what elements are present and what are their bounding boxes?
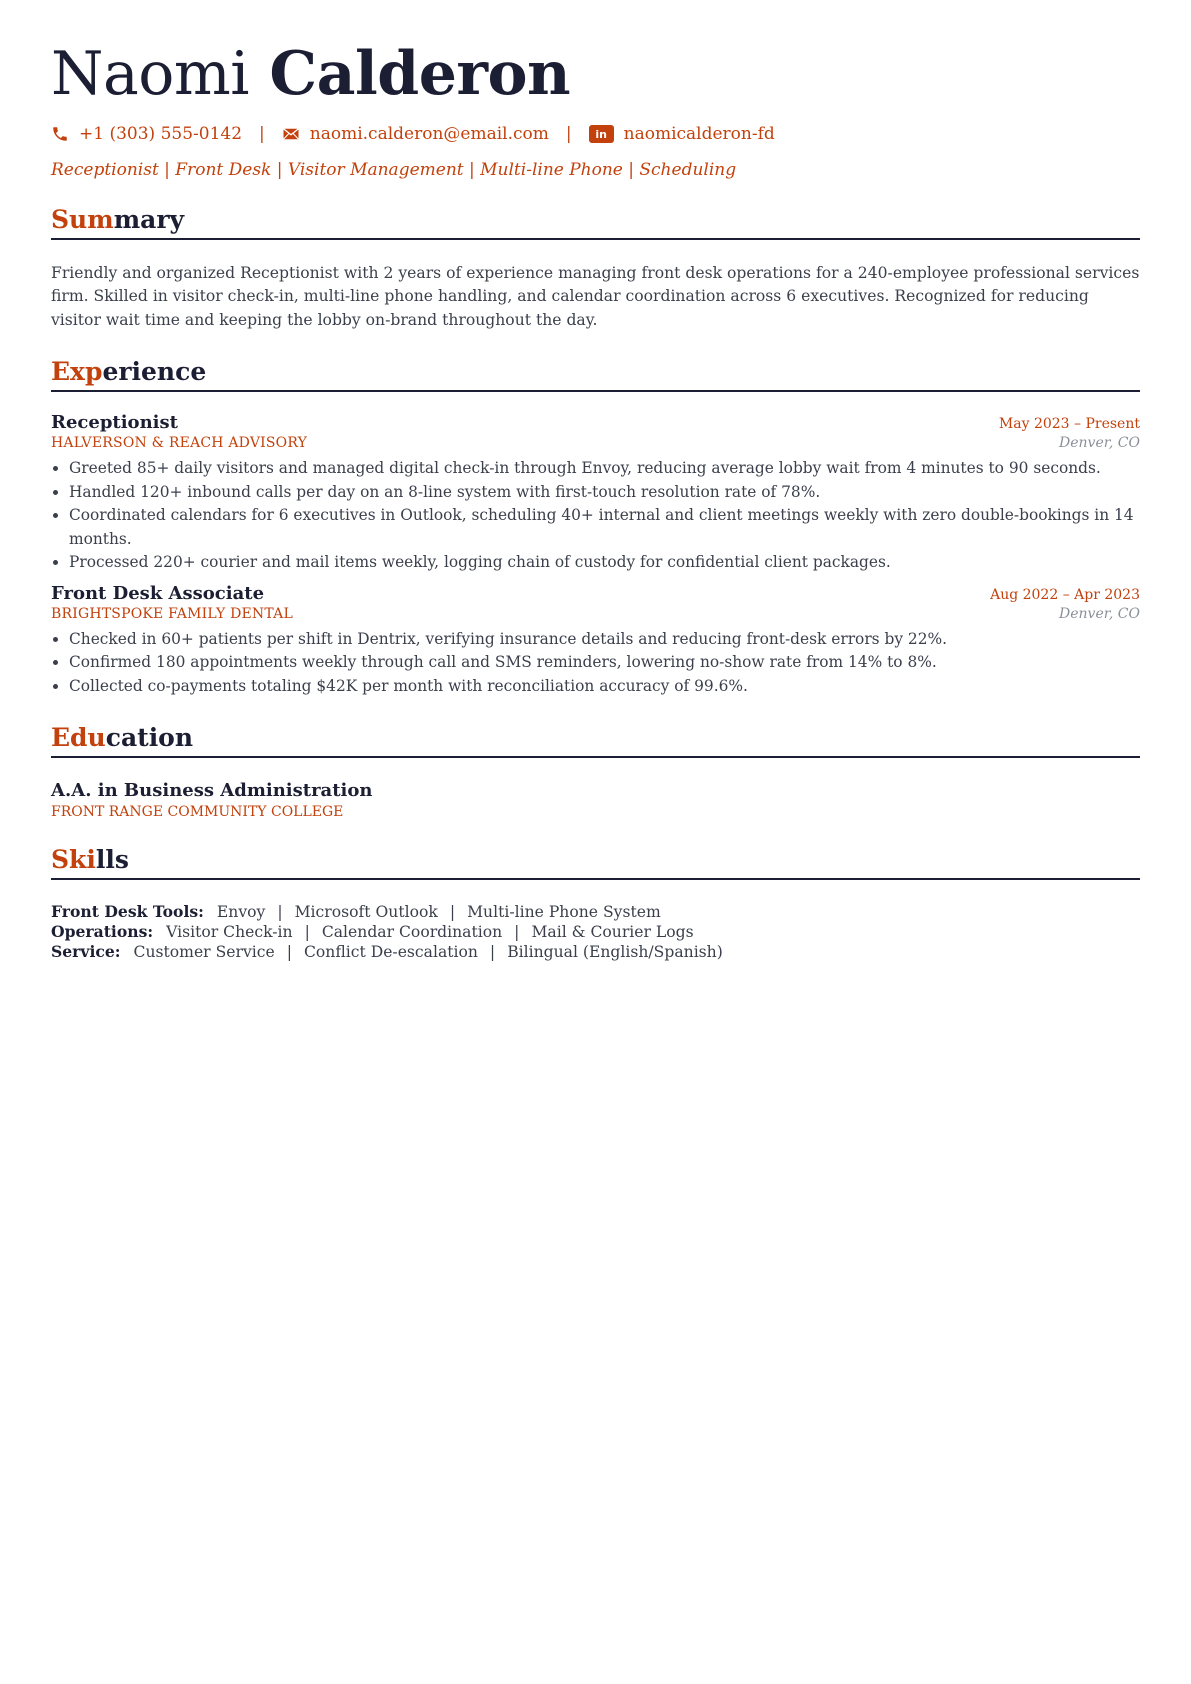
job-bullets bbox=[51, 457, 1140, 575]
skill-separator: | bbox=[449, 902, 456, 921]
job-bullets bbox=[51, 628, 1140, 699]
first-name: Naomi bbox=[51, 39, 249, 109]
skill-row bbox=[51, 942, 1140, 962]
skill-category: Front Desk Tools: bbox=[51, 901, 204, 921]
linkedin-text: naomicalderon-fd bbox=[623, 124, 775, 144]
skill-category: Service: bbox=[51, 941, 121, 961]
email-text: naomi.calderon@email.com bbox=[309, 124, 549, 144]
headline-tagline: Receptionist | Front Desk | Visitor Management | Multi-line Phone | Scheduling bbox=[51, 160, 737, 180]
bullet-item: • Collected co-payments totaling $42K per month with reconciliation accuracy of 99.6%. bbox=[69, 675, 1140, 699]
contact-phone[interactable] bbox=[51, 124, 242, 144]
company-name: HALVERSON & REACH ADVISORY bbox=[51, 435, 308, 451]
degree-title: A.A. in Business Administration bbox=[51, 779, 373, 801]
skill-item: Bilingual (English/Spanish) bbox=[507, 942, 723, 961]
job-dates: May 2023 – Present bbox=[998, 416, 1140, 432]
bullet-item: • Coordinated calendars for 6 executives in Outlook, scheduling 40+ internal and client meetings weekly with zero double-bookings in 14 months. bbox=[69, 504, 1140, 551]
mail-icon bbox=[282, 125, 300, 143]
skill-item: Microsoft Outlook bbox=[294, 902, 438, 921]
skill-row bbox=[51, 922, 1140, 942]
company-name: BRIGHTSPOKE FAMILY DENTAL bbox=[51, 605, 293, 622]
education-entry bbox=[51, 780, 1140, 820]
contact-line bbox=[51, 124, 1140, 144]
skill-item: Multi-line Phone System bbox=[467, 902, 661, 921]
skill-separator: | bbox=[286, 942, 292, 961]
skill-item: Customer Service bbox=[133, 942, 275, 961]
skills-list bbox=[51, 902, 1140, 962]
job-location: Denver, CO bbox=[1059, 435, 1140, 451]
section-heading-skills: Skills bbox=[51, 846, 1140, 880]
contact-email[interactable] bbox=[282, 124, 549, 144]
last-name: Calderon bbox=[269, 39, 571, 109]
skills-section bbox=[51, 846, 1140, 962]
skill-item: Envoy bbox=[216, 902, 266, 921]
job-location: Denver, CO bbox=[1059, 605, 1140, 622]
skill-category: Operations: bbox=[51, 921, 154, 941]
job-title: Front Desk Associate bbox=[51, 582, 265, 604]
bullet-item: • Processed 220+ courier and mail items weekly, logging chain of custody for confidential client packages. bbox=[69, 551, 1140, 575]
contact-linkedin[interactable] bbox=[589, 124, 775, 144]
skill-item: Visitor Check-in bbox=[166, 922, 293, 941]
skill-item: Conflict De-escalation bbox=[303, 942, 478, 961]
experience-section bbox=[51, 358, 1140, 698]
bullet-item: • Confirmed 180 appointments weekly through call and SMS reminders, lowering no-show rate from 14% to 8%. bbox=[69, 651, 1140, 675]
job-entry bbox=[51, 412, 1140, 575]
contact-separator: | bbox=[259, 124, 265, 144]
contact-separator: | bbox=[565, 124, 572, 144]
bullet-item: • Greeted 85+ daily visitors and managed digital check-in through Envoy, reducing average lobby wait from 4 minutes to 90 seconds. bbox=[69, 457, 1140, 481]
bullet-item: • Checked in 60+ patients per shift in Dentrix, verifying insurance details and reducing front-desk errors by 22%. bbox=[69, 628, 1140, 652]
section-heading-experience: Experience bbox=[51, 358, 1140, 392]
bullet-item: • Handled 120+ inbound calls per day on an 8-line system with first-touch resolution rate of 78%. bbox=[69, 481, 1140, 505]
job-dates: Aug 2022 – Apr 2023 bbox=[990, 586, 1140, 603]
phone-text: +1 (303) 555-0142 bbox=[79, 124, 243, 144]
phone-icon bbox=[51, 125, 69, 143]
section-heading-education: Education bbox=[51, 724, 1140, 758]
summary-text: Friendly and organized Receptionist with 2 years of experience managing front desk operations for a 240-employee professional services firm. Skilled in visitor check-in, multi-line phone handling, and calendar coordination across 6 executives. Recognized for reducing visitor wait time and keeping the lobby on-brand throughout the day. bbox=[51, 263, 1140, 329]
linkedin-icon: in bbox=[589, 125, 614, 143]
skill-row bbox=[51, 902, 1140, 922]
section-heading-summary: Summary bbox=[51, 206, 1140, 240]
summary-section bbox=[51, 206, 1140, 332]
job-entry bbox=[51, 583, 1140, 699]
education-section bbox=[51, 724, 1140, 820]
skill-item: Mail & Courier Logs bbox=[531, 922, 694, 941]
skill-separator: | bbox=[514, 922, 520, 941]
skill-separator: | bbox=[277, 902, 283, 921]
job-title: Receptionist bbox=[51, 412, 178, 433]
candidate-name bbox=[51, 39, 1140, 109]
school-name: FRONT RANGE COMMUNITY COLLEGE bbox=[51, 803, 344, 820]
skill-separator: | bbox=[304, 922, 310, 941]
skill-item: Calendar Coordination bbox=[321, 922, 503, 941]
skill-separator: | bbox=[489, 942, 496, 961]
